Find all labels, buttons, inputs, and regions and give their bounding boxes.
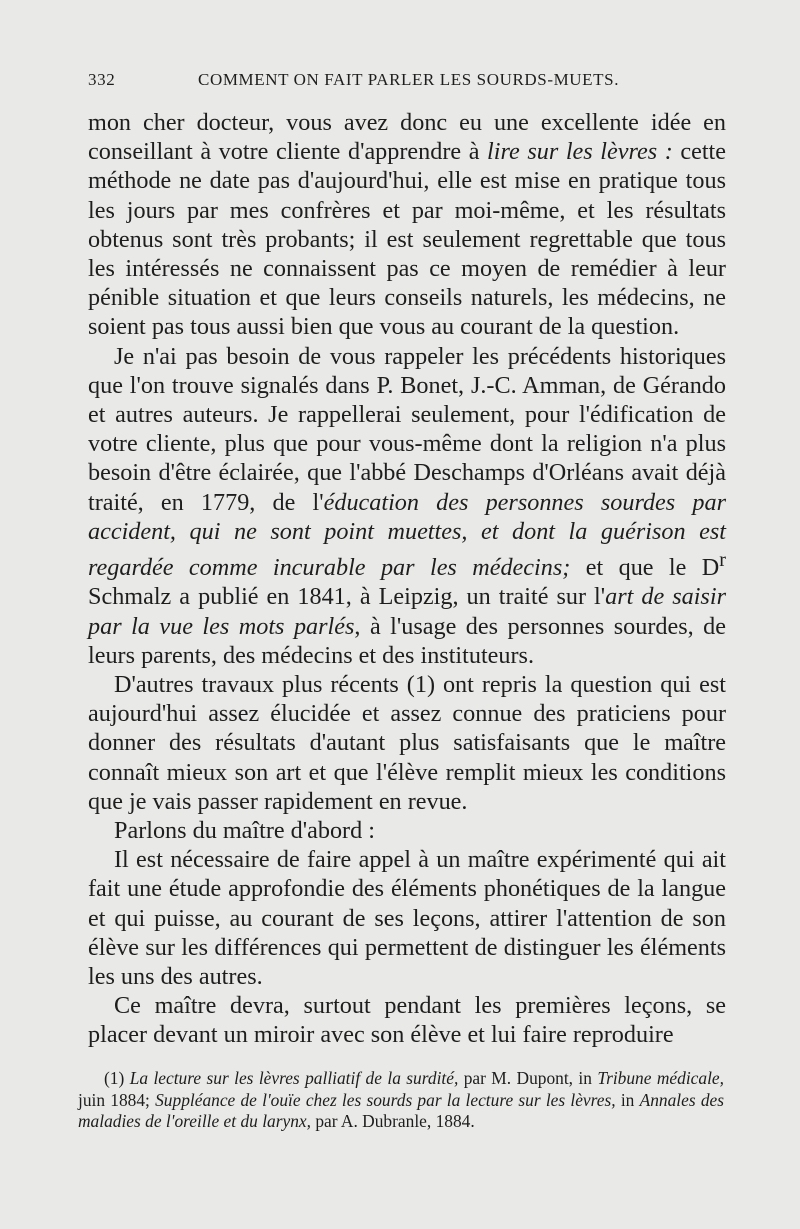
paragraph-2 bbox=[88, 342, 726, 670]
doctor-superscript: r bbox=[719, 549, 726, 572]
paragraph-4: Parlons du maître d'abord : bbox=[114, 816, 375, 844]
footnote-italic-title-2: Suppléance de l'ouïe chez les sourds par la lecture sur les lèvres, bbox=[155, 1089, 616, 1110]
footnote-text-b: par M. Dupont, in bbox=[458, 1068, 598, 1088]
paragraph-2-text-c: et que le D bbox=[570, 554, 720, 582]
footnote-italic-annals: Annales des maladies de l'oreille et du larynx, bbox=[78, 1089, 725, 1131]
paragraph-2-italic-title: éducation des personnes sourdes par accident, qui ne sont point muettes, et dont la guérison est regardée comme incurable par les médecins; bbox=[88, 488, 726, 582]
paragraph-2-italic-work: art de saisir par la vue les mots parlés bbox=[88, 583, 726, 640]
footnote-text-h: par A. Dubranle, 1884. bbox=[310, 1111, 475, 1131]
page-number: 332 bbox=[88, 70, 116, 89]
paragraph-1-italic: lire sur les lèvres : bbox=[487, 138, 673, 166]
footnote bbox=[78, 1068, 724, 1133]
footnote-text-f: in bbox=[615, 1089, 640, 1110]
paragraph-1 bbox=[88, 108, 726, 342]
footnote-marker: (1) bbox=[104, 1068, 125, 1088]
paragraph-2-text-a: Je n'ai pas besoin de vous rappeler les précédents historiques que l'on trouve signalés dans P. Bonet, J.-C. Amman, de Gérando et autres auteurs. Je rappellerai seulement, pour l'édification de votre cliente, plus que pour vous-même dont la religion n'a plus besoin d'être éclairée, que l'abbé Deschamps d'Orléans avait déjà traité, en 1779, de l' bbox=[88, 342, 726, 516]
paragraph-6: Ce maître devra, surtout pendant les premières leçons, se placer devant un miroir avec son élève et lui faire reproduire bbox=[88, 992, 726, 1049]
running-title: COMMENT ON FAIT PARLER LES SOURDS-MUETS. bbox=[198, 70, 620, 89]
paragraph-5: Il est nécessaire de faire appel à un maître expérimenté qui ait fait une étude approfondie des éléments phonétiques de la langue et qui puisse, au courant de ses leçons, attirer l'attention de son élève sur les différences qui permettent de distinguer les éléments les uns des autres. bbox=[88, 846, 726, 990]
footnote-italic-title-1: La lecture sur les lèvres palliatif de la surdité, bbox=[129, 1068, 459, 1088]
footnote-text-d: juin 1884; bbox=[78, 1089, 156, 1110]
paragraph-2-text-d: Schmalz a publié en 1841, à Leipzig, un traité sur l' bbox=[88, 583, 606, 611]
paragraph-1-text-a: mon cher docteur, vous avez donc eu une excellente idée en conseillant à votre cliente d'apprendre à bbox=[88, 109, 726, 166]
footnote-italic-journal: Tribune médicale, bbox=[597, 1068, 724, 1088]
page-header bbox=[88, 70, 728, 98]
paragraph-1-text-c: cette méthode ne date pas d'aujourd'hui, elle est mise en pratique tous les jours par mes confrères et par moi-même, et les résultats obtenus sont très probants; il est seulement regrettable que tous les intéressés ne connaissent pas ce moyen de remédier à leur pénible situation et que leurs conseils naturels, les médecins, ne soient pas tous aussi bien que vous au courant de la question. bbox=[88, 138, 726, 341]
body-text bbox=[88, 108, 726, 1050]
paragraph-2-text-f: , à l'usage des personnes sourdes, de leurs parents, des médecins et des instituteurs. bbox=[88, 612, 726, 669]
paragraph-3: D'autres travaux plus récents (1) ont repris la question qui est aujourd'hui assez élucidée et assez connue des praticiens pour donner des résultats d'autant plus satisfaisants que le maître connaît mieux son art et que l'élève remplit mieux les conditions que je vais passer rapidement en revue. bbox=[88, 670, 726, 815]
